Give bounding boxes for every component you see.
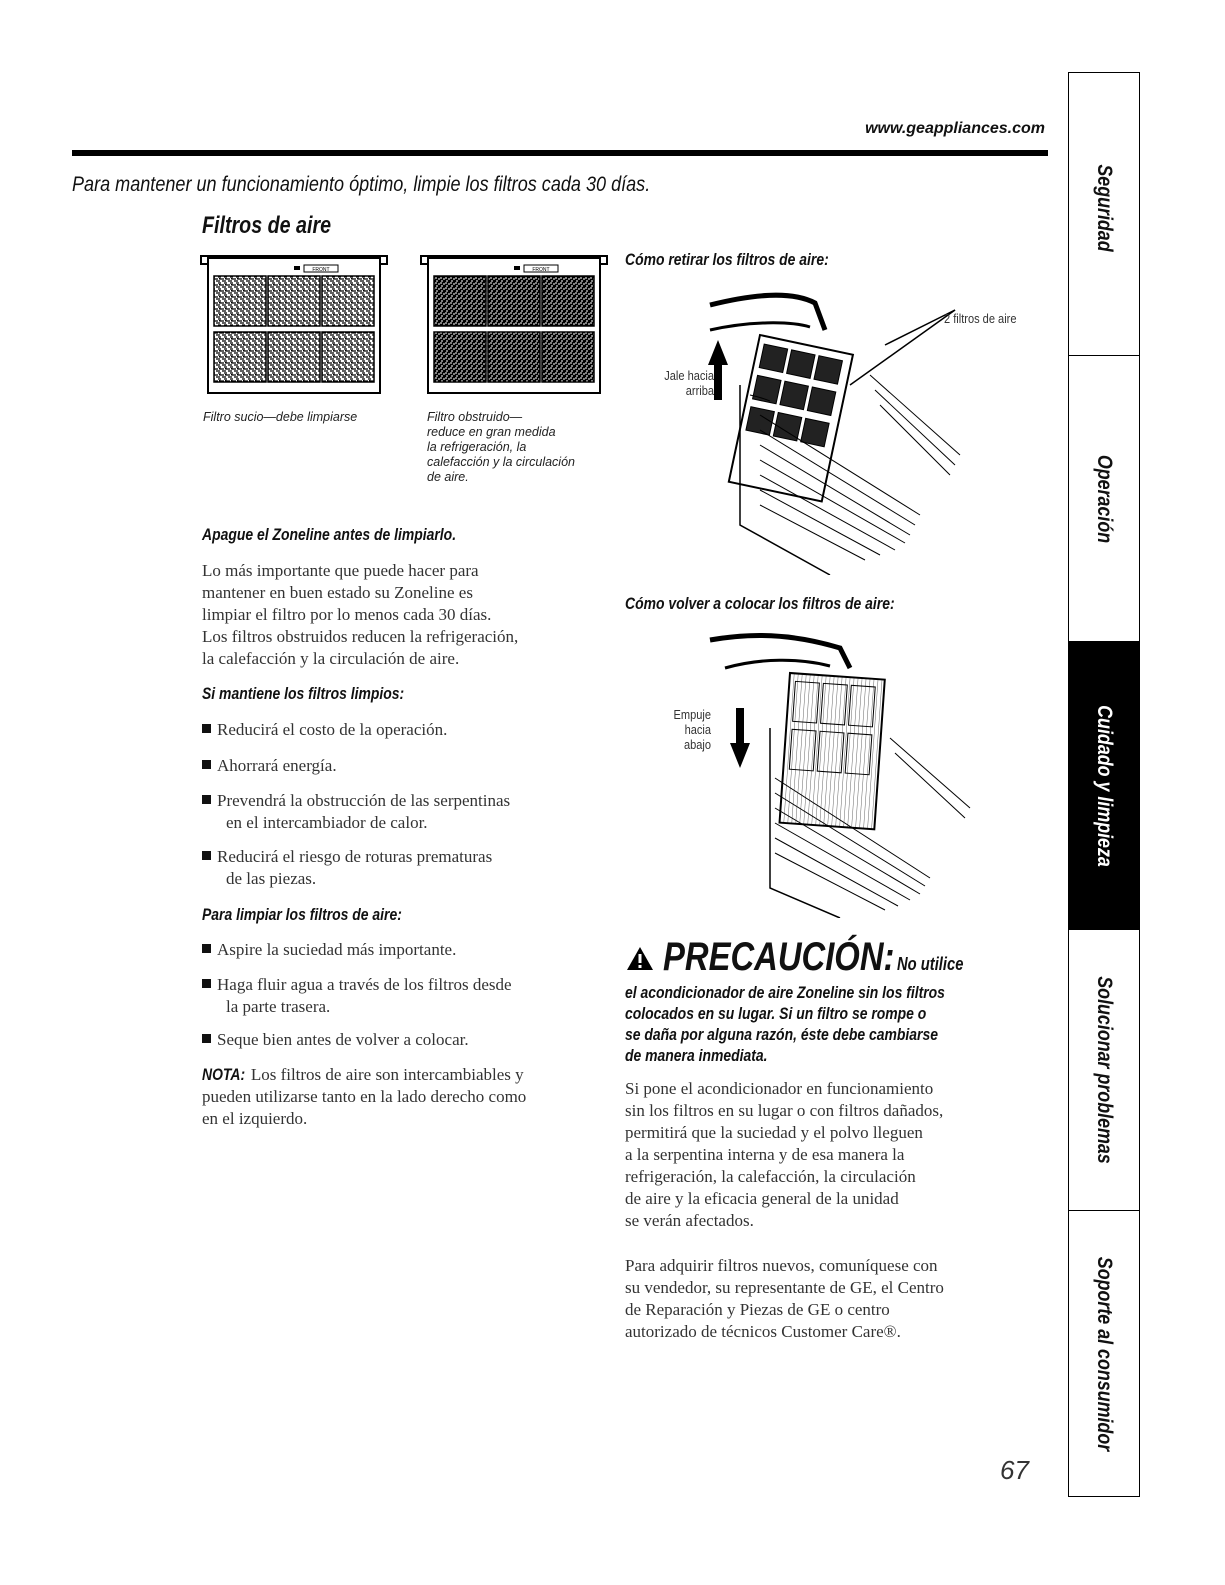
header-rule — [72, 150, 1048, 156]
warning-icon — [625, 944, 655, 972]
dirty-caption: Filtro sucio—debe limpiarse — [203, 410, 358, 424]
dirty-front-label: FRONT — [312, 267, 330, 273]
caution-paragraph-1: Si pone el acondicionador en funcionamiento sin los filtros en su lugar o con filtros dañados, permitirá que la suciedad y el polvo lleguen a la serpentina interna y de esa manera la refrigeración, la calefacción, la circulación de aire y la eficacia general de la unidad se verán afectados. — [625, 1079, 944, 1230]
howto-bullet: Haga fluir agua a través de los filtros desde la parte trasera. — [202, 974, 512, 1018]
header-url[interactable]: www.geappliances.com — [865, 120, 1045, 137]
howto-heading: Para limpiar los filtros de aire: — [202, 905, 402, 924]
howto-bullet: Seque bien antes de volver a colocar. — [202, 1029, 469, 1051]
clogged-front-label: FRONT — [532, 267, 550, 273]
off-heading: Apague el Zoneline antes de limpiarlo. — [202, 525, 457, 544]
howto-bullet: Aspire la suciedad más importante. — [202, 939, 456, 961]
clean-bullet: Reducirá el costo de la operación. — [202, 719, 447, 741]
label-pull-up: Jale hacia arriba — [664, 368, 714, 398]
remove-heading: Cómo retirar los filtros de aire: — [625, 250, 829, 269]
tab-operacion[interactable]: Operación — [1069, 356, 1139, 642]
intro-text: Para mantener un funcionamiento óptimo, limpie los filtros cada 30 días. — [72, 173, 651, 196]
tab-soporte-al-consumidor[interactable]: Soporte al consumidor — [1093, 1256, 1116, 1451]
off-paragraph: Lo más importante que puede hacer para mantener en buen estado su Zoneline es limpiar el filtro por lo menos cada 30 días. Los filtros obstruidos reducen la refrigeración, la calefacción y la circulación de aire. — [202, 561, 519, 668]
clogged-caption: Filtro obstruido— reduce en gran medida la refrigeración, la calefacción y la circulación de aire. — [427, 410, 575, 484]
caution-text: el acondicionador de aire Zoneline sin los filtros colocados en su lugar. Si un filtro se rompe o se daña por alguna razón, éste debe cambiarse de manera inmediata. — [625, 983, 945, 1065]
caution-heading: PRECAUCIÓN: No utilice — [625, 935, 978, 980]
remove-filters-illustration — [640, 285, 1040, 575]
note-paragraph: NOTA: Los filtros de aire son intercambiables y pueden utilizarse tanto en la lado derecho como en el izquierdo. — [202, 1065, 527, 1128]
note-label: NOTA: — [202, 1065, 246, 1084]
tab-solucionar-problemas[interactable]: Solucionar problemas — [1069, 930, 1139, 1211]
replace-filters-illustration — [640, 628, 1040, 918]
tab-seguridad[interactable]: Seguridad — [1069, 73, 1139, 356]
section-tabs — [1068, 72, 1140, 1497]
filters-illustration — [200, 252, 610, 397]
replace-heading: Cómo volver a colocar los filtros de aire: — [625, 594, 895, 613]
clean-bullet: Ahorrará energía. — [202, 755, 337, 777]
page-number: 67 — [1000, 1455, 1029, 1485]
clean-heading: Si mantiene los filtros limpios: — [202, 684, 405, 703]
caution-paragraph-2: Para adquirir filtros nuevos, comuníquese con su vendedor, su representante de GE, el Centro de Reparación y Piezas de GE o centro autorizado de técnicos Customer Care®. — [625, 1256, 944, 1341]
arrow-down-icon — [730, 708, 750, 768]
label-push-down: Empuje hacia abajo — [673, 707, 711, 752]
clean-bullet: Reducirá el riesgo de roturas prematuras de las piezas. — [202, 846, 492, 890]
clean-bullet: Prevendrá la obstrucción de las serpentinas en el intercambiador de calor. — [202, 790, 510, 834]
section-title: Filtros de aire — [202, 212, 332, 239]
tab-cuidado-y-limpieza[interactable]: Cuidado y limpieza — [1069, 642, 1139, 930]
label-2-filters: 2 filtros de aire — [944, 311, 1017, 326]
